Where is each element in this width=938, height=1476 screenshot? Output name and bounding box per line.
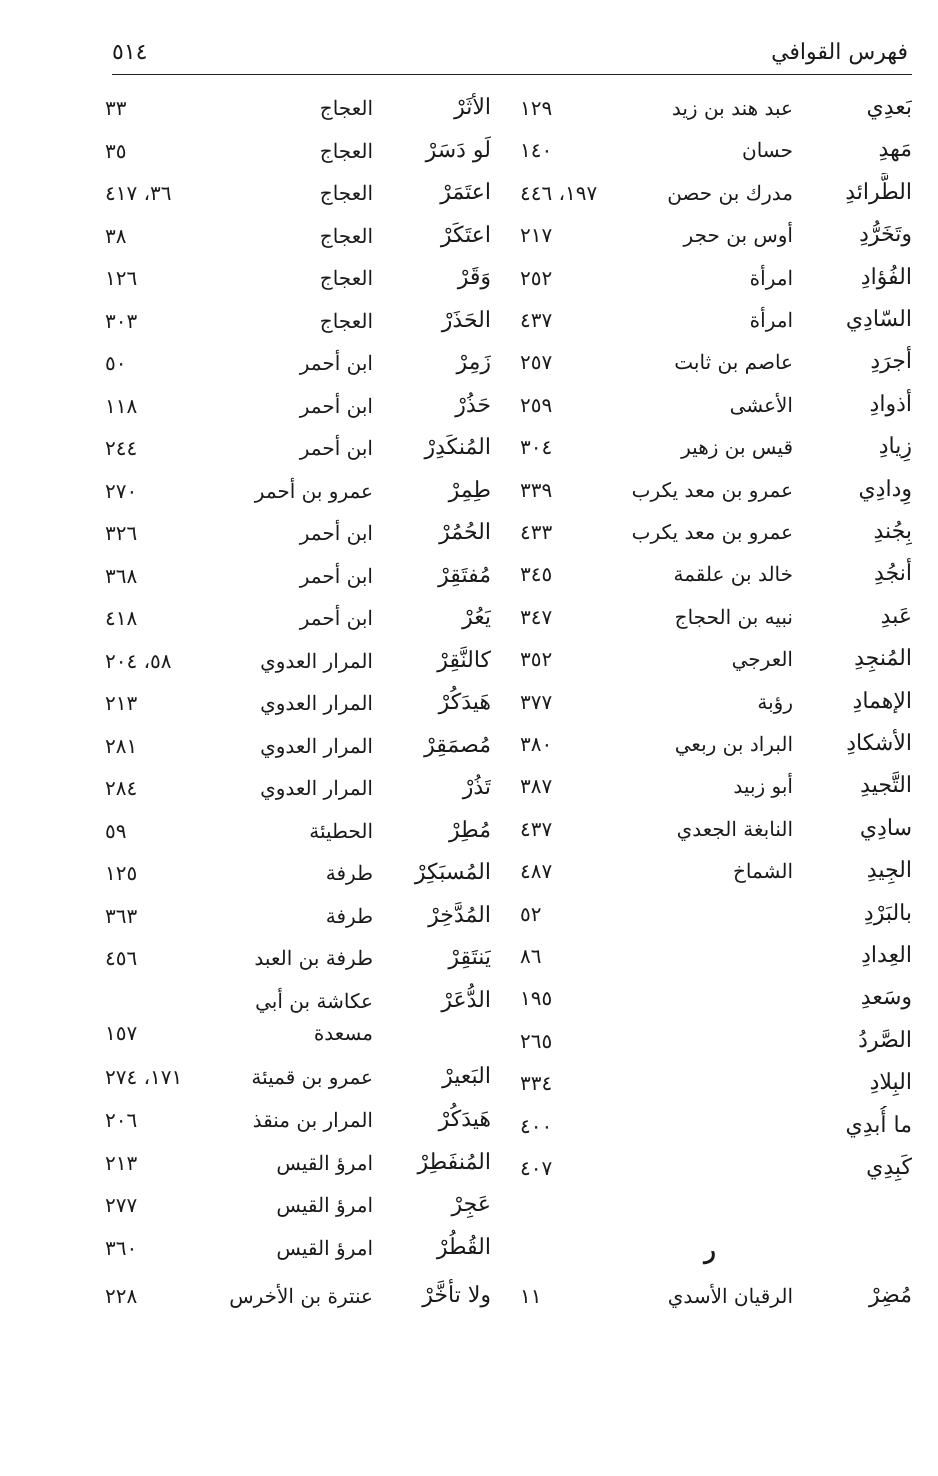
page-refs: ١١٨: [105, 393, 138, 418]
rhyme-word: طِمِرْ: [448, 477, 491, 503]
left-column-entry: [0, 301, 938, 341]
rhyme-word: وِدادِي: [858, 476, 912, 502]
page-refs: ٤٥٦: [105, 946, 138, 970]
poet-name: طرفة: [325, 861, 373, 885]
rhyme-word: وتَخَرُّدِ: [859, 222, 912, 248]
poet-name: عنترة بن الأخرس: [229, 1284, 373, 1308]
poet-name: المرار العدوي: [260, 691, 373, 715]
rhyme-word: البِلادِ: [869, 1070, 912, 1096]
page-refs: ٢٤٤: [105, 436, 138, 460]
poet-name: رؤبة: [757, 689, 793, 714]
poet-name: طرفة بن العبد: [254, 946, 373, 970]
left-column-entry: [0, 768, 938, 808]
page-number: ٥١٤: [112, 40, 148, 65]
page-refs: ٣٨٠: [520, 732, 553, 756]
rhyme-word: الفُؤادِ: [860, 264, 912, 290]
poet-name: امرؤ القيس: [276, 1235, 373, 1260]
rhyme-word: الأشكادِ: [846, 731, 912, 756]
rhyme-word: البَعيرْ: [442, 1064, 491, 1089]
left-column-entry: [0, 216, 938, 256]
rhyme-word: العِدادِ: [861, 943, 912, 968]
page-refs: ٣٠٣: [105, 308, 138, 333]
rhyme-word: تَذُرْ: [462, 775, 491, 800]
page-refs: ٣٠٤: [520, 435, 553, 460]
page-refs: ٤٣٧: [520, 816, 553, 841]
rhyme-word: المُسبَكِرْ: [414, 860, 491, 885]
poet-name: العجاج: [319, 181, 373, 205]
poet-name: ابن أحمر: [299, 563, 373, 588]
page-refs: ٥٩: [105, 818, 127, 843]
left-column-entry: [0, 811, 938, 851]
page-refs: ٤١٨: [105, 606, 138, 630]
page-refs: ١٢٥: [105, 861, 138, 885]
page-refs: ٢٥٧: [520, 350, 553, 375]
page-refs: ٥٨، ٢٠٤: [105, 648, 172, 673]
page-refs: ٢٨١: [105, 733, 138, 758]
poet-name: عاصم بن ثابت: [674, 350, 793, 375]
rhyme-word: مُطِرْ: [449, 817, 491, 843]
rhyme-word: زَمِرْ: [456, 350, 491, 375]
rhyme-word: القُطُرْ: [436, 1234, 491, 1260]
rhyme-word: سادِي: [859, 815, 912, 841]
left-column-entry: [0, 853, 938, 893]
rhyme-word: المُنجِدِ: [854, 646, 912, 672]
section-letter: ر: [704, 1235, 716, 1264]
poet-name: امرأة: [749, 308, 793, 332]
poet-name: أبو زبيد: [733, 774, 793, 799]
poet-name: امرأة: [749, 265, 793, 290]
poet-name: ابن أحمر: [299, 436, 373, 460]
rhyme-word: بِجُندِ: [873, 519, 912, 544]
page-refs: ١٩٥: [520, 986, 553, 1011]
rhyme-word: مَهدِ: [878, 137, 912, 163]
rhyme-word: بَعدِي: [866, 95, 912, 120]
page-refs: ٣٣٤: [520, 1071, 553, 1096]
poet-name: المرار العدوي: [260, 648, 373, 673]
page-refs: ١٧١، ٢٧٤: [105, 1065, 183, 1089]
poet-name: ابن أحمر: [299, 393, 373, 418]
left-column-entry: [0, 683, 938, 723]
page-refs: ٣٣٩: [520, 477, 553, 502]
rhyme-word: المُنفَطِرْ: [417, 1149, 491, 1175]
page-refs: ٣٦٠: [105, 1235, 138, 1260]
left-column-entry: [0, 258, 938, 298]
rhyme-word: ما أُبدِي: [845, 1112, 912, 1138]
left-column-entry: [0, 88, 938, 128]
rhyme-word: أنجُدِ: [874, 561, 912, 587]
page-refs: ٣٦٣: [105, 903, 138, 928]
rhyme-word: حَذُرْ: [455, 392, 491, 418]
rhyme-word: اعتَكَرْ: [440, 222, 491, 248]
poet-name: عمرو بن أحمر: [254, 478, 373, 503]
page-refs: ٣٧٧: [520, 689, 553, 714]
page-refs: ١٥٧: [105, 1021, 138, 1045]
poet-name: العجاج: [319, 266, 373, 290]
left-column-entry: [0, 1100, 938, 1140]
left-column-entry: [0, 598, 938, 638]
left-column-entry: [0, 1185, 938, 1225]
left-column-entry: [0, 1143, 938, 1183]
poet-name: طرفة: [325, 903, 373, 928]
rhyme-word: السّادِي: [845, 307, 912, 332]
rhyme-word: ولا تأخَّرْ: [422, 1283, 491, 1308]
page-refs: ٤٣٣: [520, 520, 553, 544]
rhyme-word: هَيدَكُرْ: [438, 690, 491, 715]
rhyme-word: المُدَّخِرْ: [428, 902, 491, 928]
rhyme-word: يَنتَقِرْ: [448, 945, 491, 970]
rhyme-word: الطَّرائدِ: [845, 179, 912, 205]
page-refs: ٤٠٧: [520, 1156, 553, 1180]
rhyme-word: زِيادِ: [878, 434, 912, 460]
page-refs: ٣٦، ٤١٧: [105, 181, 172, 205]
poet-name: قيس بن زهير: [681, 435, 793, 460]
poet-name: عمرو بن قميئة: [251, 1065, 373, 1089]
header-divider: [112, 74, 912, 75]
left-column-entry: [0, 343, 938, 383]
rhyme-word: اعتَمَرْ: [440, 180, 491, 205]
rhyme-word: لَو دَسَرْ: [425, 137, 491, 163]
rhyme-word: كالنَّقِرْ: [437, 647, 491, 673]
poet-name: الأعشى: [729, 392, 793, 417]
left-column-entry: [0, 1228, 938, 1268]
page-refs: ٢٦٥: [520, 1028, 553, 1053]
page-refs: ٢٠٦: [105, 1108, 138, 1132]
page-refs: ٣٢٦: [105, 521, 138, 545]
left-column-entry: [0, 1276, 938, 1316]
left-column-entry: [0, 1013, 938, 1053]
poet-name: عكاشة بن أبي: [255, 989, 373, 1013]
page-refs: ٣٣: [105, 96, 127, 120]
left-column-entry: [0, 471, 938, 511]
rhyme-word: مُضِرْ: [868, 1283, 912, 1308]
poet-name: خالد بن علقمة: [673, 562, 793, 587]
rhyme-word: بالبَرْدِ: [863, 900, 912, 926]
page-refs: ٣٥٢: [520, 647, 553, 672]
rhyme-word: الإهمادِ: [852, 688, 912, 714]
rhyme-word: الحَذَرْ: [441, 307, 491, 333]
page-refs: ٢٥٩: [520, 392, 553, 417]
page-refs: ١٩٧، ٤٤٦: [520, 180, 598, 205]
poet-name: مسعدة: [313, 1021, 373, 1045]
poet-name: العرجي: [731, 647, 793, 672]
poet-name: امرؤ القيس: [276, 1150, 373, 1175]
poet-name: العجاج: [319, 138, 373, 163]
rhyme-word: الحُمُرْ: [439, 520, 491, 545]
rhyme-word: التَّجيدِ: [860, 773, 912, 799]
page-refs: ٢١٣: [105, 691, 138, 715]
rhyme-word: مُصمَقِرْ: [424, 732, 491, 758]
rhyme-word: الصَّردُ: [858, 1027, 912, 1053]
poet-name: ابن أحمر: [299, 521, 373, 545]
page-refs: ٣٤٧: [520, 604, 553, 629]
rhyme-word: وسَعدِ: [860, 985, 912, 1011]
poet-name: أوس بن حجر: [683, 223, 793, 248]
poet-name: العجاج: [319, 96, 373, 120]
poet-name: النابغة الجعدي: [676, 816, 793, 841]
rhyme-word: وَقَرْ: [457, 265, 491, 290]
left-column-entry: [0, 938, 938, 978]
page-refs: ٢٧٧: [105, 1193, 138, 1217]
poet-name: الحطيئة: [309, 818, 373, 843]
left-column-entry: [0, 131, 938, 171]
rhyme-word: هَيدَكُرْ: [438, 1107, 491, 1132]
poet-name: عمرو بن معد يكرب: [631, 520, 793, 544]
rhyme-word: أجرَدِ: [870, 349, 912, 375]
left-column-entry: [0, 428, 938, 468]
rhyme-word: المُنكَدِرْ: [424, 435, 491, 460]
poet-name: المرار بن منقذ: [252, 1108, 373, 1132]
rhyme-word: يَعُرْ: [462, 605, 491, 630]
page-refs: ٥٢: [520, 901, 542, 926]
rhyme-word: الأثَرْ: [454, 95, 491, 120]
page-refs: ٤٠٠: [520, 1113, 553, 1138]
rhyme-word: كَبِدِي: [866, 1155, 912, 1180]
rhyme-word: الجِيدِ: [866, 858, 912, 884]
poet-name: عبد هند بن زيد: [671, 96, 793, 120]
rhyme-word: مُفتَقِرْ: [438, 562, 491, 588]
left-column-entry: [0, 513, 938, 553]
page-refs: ٢١٧: [520, 223, 553, 248]
poet-name: العجاج: [319, 308, 373, 333]
poet-name: البراد بن ربعي: [674, 732, 793, 756]
poet-name: المرار العدوي: [260, 733, 373, 758]
rhyme-word: الدُّعَرْ: [441, 988, 491, 1013]
page-refs: ٣٤٥: [520, 562, 553, 587]
left-column-entry: [0, 641, 938, 681]
rhyme-word: عَجِرْ: [451, 1192, 491, 1217]
left-column-entry: [0, 896, 938, 936]
page-refs: ١١: [520, 1284, 542, 1308]
poet-name: عمرو بن معد يكرب: [631, 477, 793, 502]
page-refs: ٤٣٧: [520, 308, 553, 332]
page-refs: ٣٥: [105, 138, 127, 163]
poet-name: حسان: [742, 138, 793, 163]
rhyme-word: أذوادِ: [869, 391, 912, 417]
poet-name: مدرك بن حصن: [667, 180, 793, 205]
poet-name: العجاج: [319, 223, 373, 248]
page-refs: ٢٥٢: [520, 265, 553, 290]
poet-name: ابن أحمر: [299, 606, 373, 630]
page-refs: ١٤٠: [520, 138, 553, 163]
poet-name: نبيه بن الحجاج: [674, 604, 793, 629]
poet-name: امرؤ القيس: [276, 1193, 373, 1217]
page-refs: ٣٨٧: [520, 774, 553, 799]
page-refs: ٢٧٠: [105, 478, 138, 503]
left-column-entry: [0, 386, 938, 426]
poet-name: الشماخ: [732, 859, 793, 884]
page-refs: ٣٦٨: [105, 563, 138, 588]
page-refs: ٢٨٤: [105, 776, 138, 800]
page-refs: ٣٨: [105, 223, 127, 248]
poet-name: الرقيان الأسدي: [667, 1284, 793, 1308]
page-header-title: فهرس القوافي: [771, 40, 908, 65]
poet-name: المرار العدوي: [260, 776, 373, 800]
rhyme-word: عَبدِ: [880, 603, 912, 629]
left-column-entry: [0, 1057, 938, 1097]
page-refs: ٥٠: [105, 351, 127, 375]
poet-name: ابن أحمر: [299, 351, 373, 375]
page-refs: ١٢٦: [105, 266, 138, 290]
left-column-entry: [0, 556, 938, 596]
left-column-entry: [0, 726, 938, 766]
page-refs: ٤٨٧: [520, 859, 553, 884]
left-column-entry: [0, 173, 938, 213]
page-refs: ٢١٣: [105, 1150, 138, 1175]
page-refs: ٨٦: [520, 944, 542, 968]
page-refs: ٢٢٨: [105, 1284, 138, 1308]
page-refs: ١٢٩: [520, 96, 553, 120]
